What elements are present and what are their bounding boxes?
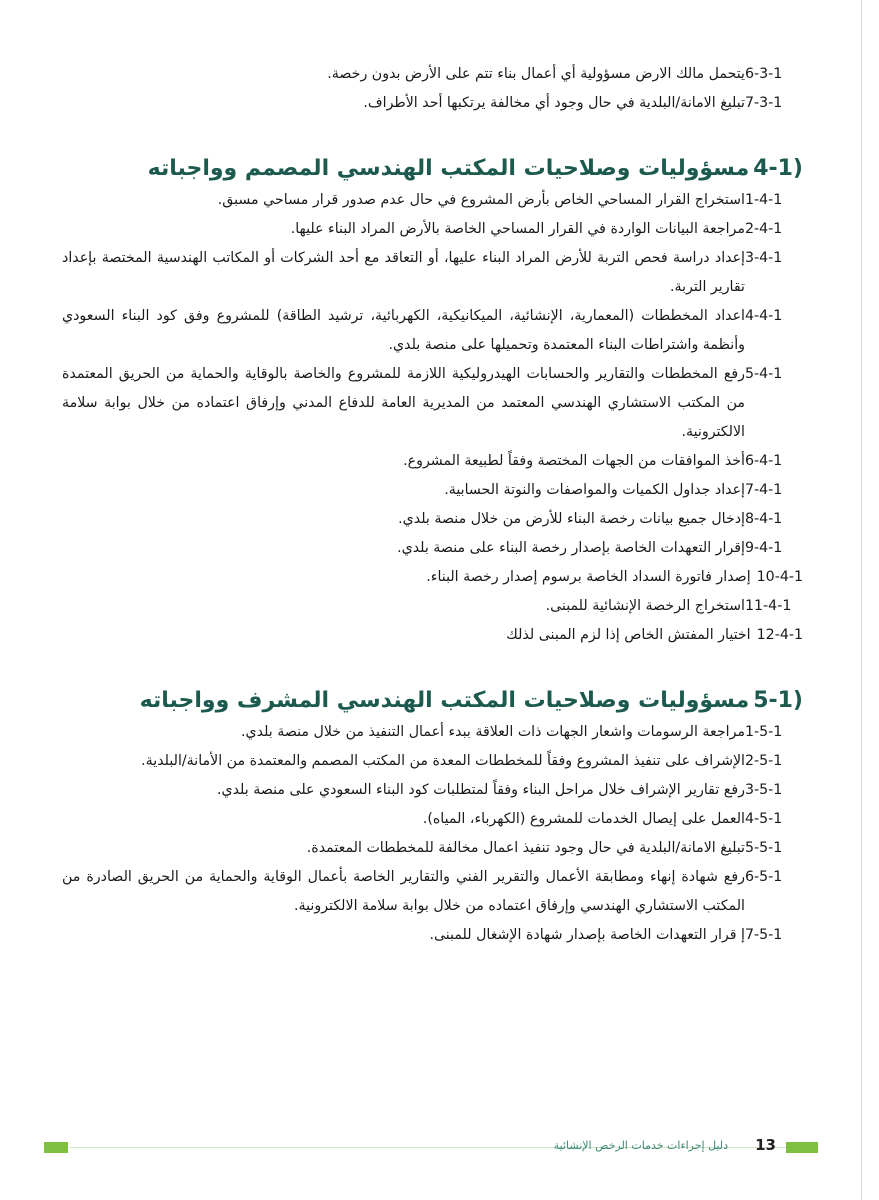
intro-list — [62, 60, 803, 118]
item-text: العمل على إيصال الخدمات للمشروع (الكهرباء، المياه). — [422, 811, 745, 827]
item-text: الإشراف على تنفيذ المشروع وفقاً للمخططات المعدة من المكتب المصمم والمعتمدة من الأمانة/البلدية. — [141, 753, 745, 769]
list-item — [62, 186, 803, 215]
item-text: تبليغ الامانة/البلدية في حال وجود تنفيذ اعمال مخالفة للمخططات المعتمدة. — [306, 840, 745, 856]
item-number: 6-4-1 — [745, 453, 783, 469]
item-number: 9-4-1 — [745, 540, 783, 556]
list-item — [62, 805, 803, 834]
section-heading-designer — [62, 152, 803, 186]
list-item — [62, 834, 803, 863]
item-number: 1-4-1 — [745, 192, 783, 208]
list-item — [62, 89, 803, 118]
item-text: إعداد دراسة فحص التربة للأرض المراد البناء عليها، أو التعاقد مع أحد الشركات أو المكاتب الهندسية المختصة بإعداد تقارير التربة. — [62, 250, 745, 295]
page-footer — [0, 1134, 862, 1164]
list-item — [62, 718, 803, 747]
item-text: رفع شهادة إنهاء ومطابقة الأعمال والتقرير الفني والتقارير الخاصة بأعمال الوقاية والحماية من الحريق الصادرة من المكتب الاستشاري الهندسي وإرفاق اعتماده من خلال بوابة سلامة الالكترونية. — [62, 869, 745, 914]
list-item — [62, 747, 803, 776]
section-heading-supervisor — [62, 684, 803, 718]
designer-duties-list — [62, 186, 803, 650]
list-item — [62, 776, 803, 805]
list-item — [62, 215, 803, 244]
section-title: مسؤوليات وصلاحيات المكتب الهندسي المشرف وواجباته — [139, 688, 750, 713]
item-number: 5-5-1 — [745, 840, 783, 856]
item-text: رفع تقارير الإشراف خلال مراحل البناء وفقاً لمتطلبات كود البناء السعودي على منصة بلدي. — [217, 782, 745, 798]
list-item — [62, 505, 803, 534]
item-number: 8-4-1 — [745, 511, 783, 527]
item-text: استخراج الرخصة الإنشائية للمبنى. — [545, 598, 745, 614]
item-number: 11-4-1 — [745, 598, 792, 614]
item-text: يتحمل مالك الارض مسؤولية أي أعمال بناء تتم على الأرض بدون رخصة. — [327, 66, 745, 82]
list-item — [62, 447, 803, 476]
item-text: تبليغ الامانة/البلدية في حال وجود أي مخالفة يرتكبها أحد الأطراف. — [363, 95, 745, 111]
item-number: 6-5-1 — [745, 869, 783, 885]
list-item — [62, 534, 803, 563]
item-number: 3-5-1 — [745, 782, 783, 798]
list-item — [62, 244, 803, 302]
item-text: إقرار التعهدات الخاصة بإصدار رخصة البناء على منصة بلدي. — [397, 540, 745, 556]
list-item — [62, 60, 803, 89]
list-item — [62, 476, 803, 505]
item-number: 7-4-1 — [745, 482, 783, 498]
item-text: إعداد جداول الكميات والمواصفات والنوتة الحسابية. — [444, 482, 745, 498]
item-text: إ قرار التعهدات الخاصة بإصدار شهادة الإشغال للمبنى. — [429, 927, 745, 943]
footer-title: دليل إجراءات خدمات الرخص الإنشائية — [553, 1139, 728, 1152]
item-text: اختيار المفتش الخاص إذا لزم المبنى لذلك — [506, 627, 751, 643]
footer-accent-bar-right — [786, 1142, 818, 1153]
list-item — [62, 621, 803, 650]
list-item — [62, 360, 803, 447]
item-text: مراجعة الرسومات واشعار الجهات ذات العلاقة ببدء أعمال التنفيذ من خلال منصة بلدي. — [241, 724, 745, 740]
list-item — [62, 863, 803, 921]
item-number: 10-4-1 — [756, 569, 803, 585]
page-number: 13 — [755, 1136, 776, 1154]
item-number: 5-4-1 — [745, 366, 783, 382]
list-item — [62, 921, 803, 950]
item-number: 1-5-1 — [745, 724, 783, 740]
item-text: إصدار فاتورة السداد الخاصة برسوم إصدار رخصة البناء. — [426, 569, 751, 585]
item-number: 2-4-1 — [745, 221, 783, 237]
page-content — [62, 60, 803, 950]
item-number: 2-5-1 — [745, 753, 783, 769]
item-text: مراجعة البيانات الواردة في القرار المساحي الخاصة بالأرض المراد البناء عليها. — [290, 221, 745, 237]
list-item — [62, 592, 803, 621]
section-title: مسؤوليات وصلاحيات المكتب الهندسي المصمم وواجباته — [147, 156, 750, 181]
item-text: رفع المخططات والتقارير والحسابات الهيدروليكية اللازمة للمشروع والخاصة بالوقاية والحماية من الحريق المعتمدة من المكتب الاستشاري الهندسي المعتمد من المديرية العامة للدفاع المدني وإرفاق اعتماده من خلال بوابة سلامة الالكترونية. — [62, 366, 745, 440]
item-text: استخراج القرار المساحي الخاص بأرض المشروع في حال عدم صدور قرار مساحي مسبق. — [217, 192, 745, 208]
item-text: إدخال جميع بيانات رخصة البناء للأرض من خلال منصة بلدي. — [398, 511, 745, 527]
section-number: 5-1) — [753, 688, 803, 713]
item-number: 7-3-1 — [745, 95, 783, 111]
footer-accent-bar-left — [44, 1142, 68, 1153]
item-number: 4-4-1 — [745, 308, 783, 324]
list-item — [62, 302, 803, 360]
item-number: 12-4-1 — [756, 627, 803, 643]
item-text: أخذ الموافقات من الجهات المختصة وفقاً لطبيعة المشروع. — [403, 453, 745, 469]
section-number: 4-1) — [753, 156, 803, 181]
item-number: 4-5-1 — [745, 811, 783, 827]
list-item — [62, 563, 803, 592]
item-number: 7-5-1 — [745, 927, 783, 943]
item-number: 6-3-1 — [745, 66, 783, 82]
supervisor-duties-list — [62, 718, 803, 950]
item-number: 3-4-1 — [745, 250, 783, 266]
item-text: اعداد المخططات (المعمارية، الإنشائية، الميكانيكية، الكهربائية، ترشيد الطاقة) للمشروع وفق كود البناء السعودي وأنظمة واشتراطات البناء المعتمدة وتحميلها على منصة بلدي. — [62, 308, 745, 353]
